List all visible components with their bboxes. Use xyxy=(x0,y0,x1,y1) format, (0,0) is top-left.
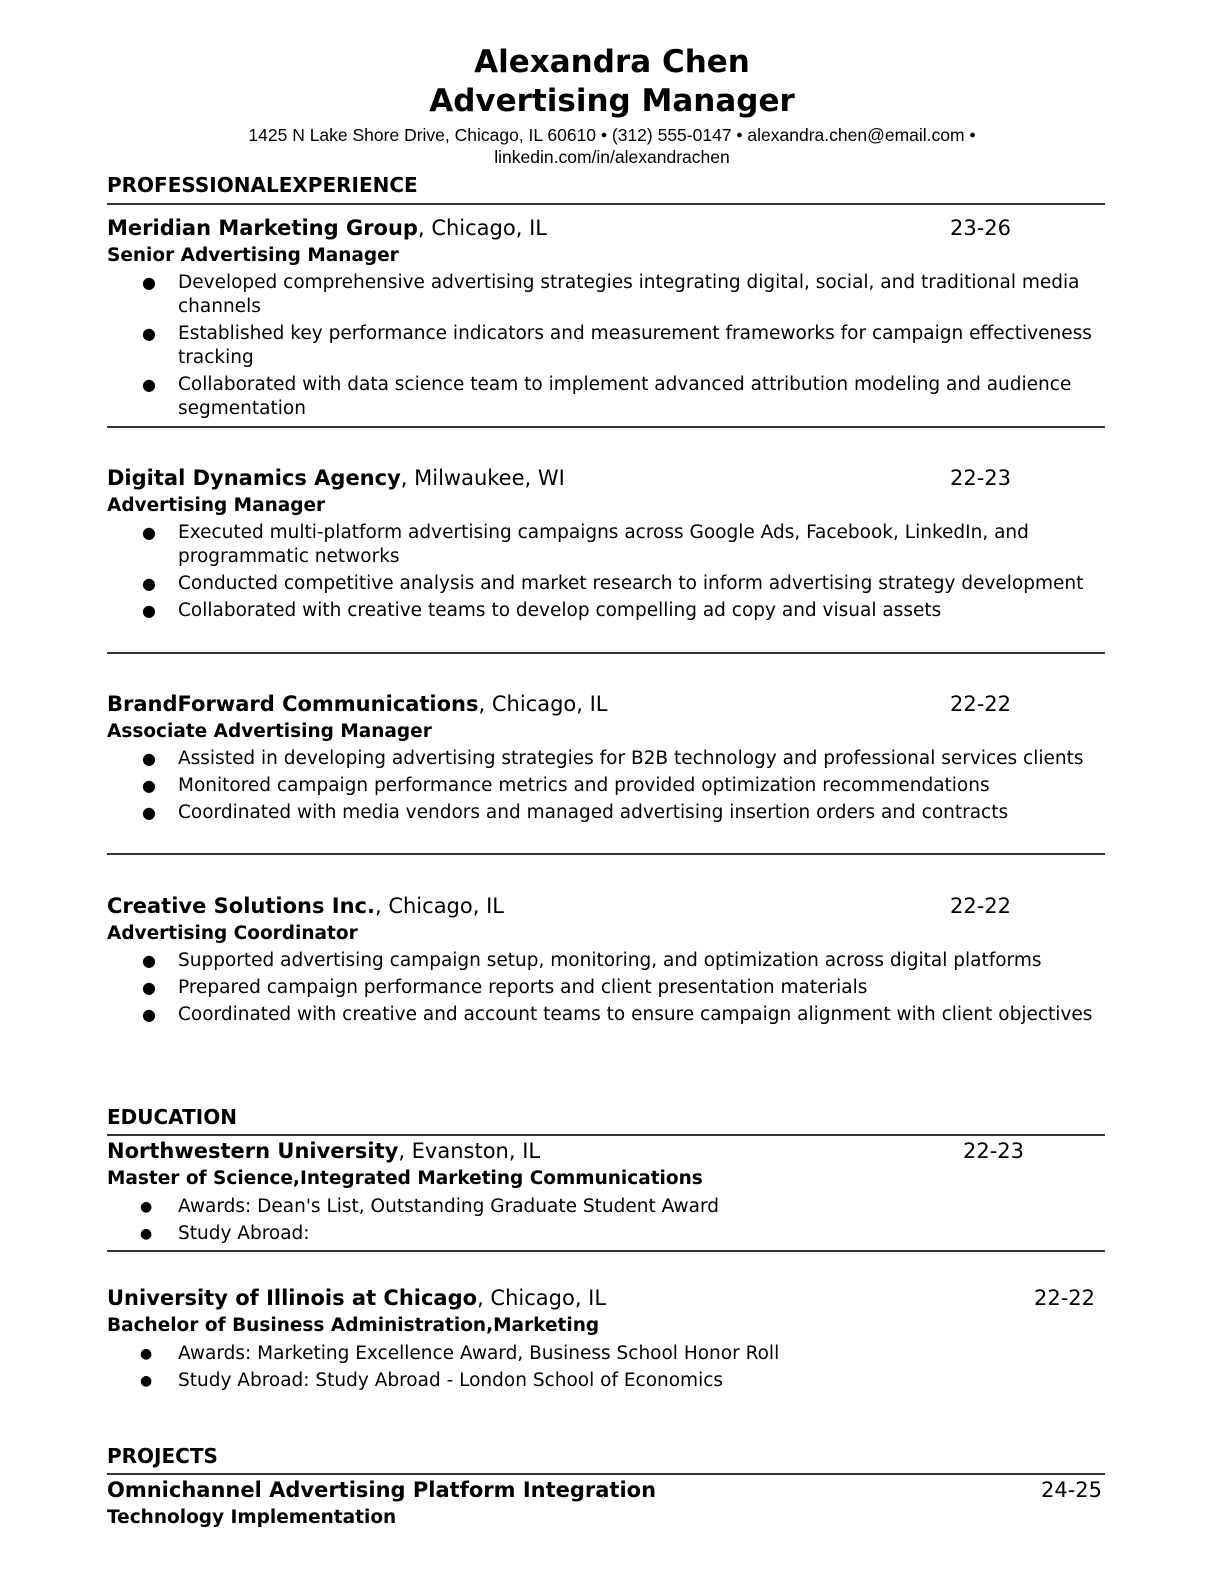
project-subtitle: Technology Implementation xyxy=(107,1507,397,1528)
entry-divider xyxy=(107,1250,1105,1252)
bullet-item: ● Conducted competitive analysis and market research to inform advertising strategy development xyxy=(142,573,1084,594)
entry-divider xyxy=(107,853,1105,855)
bullet-icon: ● xyxy=(142,574,156,593)
school-name: University of Illinois at Chicago xyxy=(107,1286,478,1310)
bullet-icon: ● xyxy=(140,1226,153,1242)
bullet-icon: ● xyxy=(140,1373,153,1389)
project-name: Omnichannel Advertising Platform Integration xyxy=(107,1478,657,1502)
bullet-item: ● Study Abroad: xyxy=(140,1223,310,1244)
bullet-icon: ● xyxy=(142,375,156,394)
bullet-item: ● Prepared campaign performance reports and client presentation materials xyxy=(142,977,868,998)
job-role: Advertising Manager xyxy=(107,495,326,516)
bullet-icon: ● xyxy=(142,1005,156,1024)
entry-divider xyxy=(107,426,1105,428)
section-divider xyxy=(107,1473,1105,1475)
bullet-item: ● Coordinated with creative and account teams to ensure campaign alignment with client objectives xyxy=(142,1004,1093,1025)
bullet-item: ● Awards: Marketing Excellence Award, Business School Honor Roll xyxy=(140,1343,780,1364)
bullet-icon: ● xyxy=(140,1199,153,1215)
bullet-item: ● Study Abroad: Study Abroad - London School of Economics xyxy=(140,1370,724,1391)
school-location: , Chicago, IL xyxy=(477,1286,607,1310)
school-location: , Evanston, IL xyxy=(398,1139,541,1163)
section-heading-experience: PROFESSIONALEXPERIENCE xyxy=(107,173,418,197)
employer-location: , Milwaukee, WI xyxy=(400,466,565,490)
education-bullets xyxy=(107,1195,1137,1249)
employer-location: , Chicago, IL xyxy=(374,894,504,918)
job-role: Associate Advertising Manager xyxy=(107,721,432,742)
education-bullets xyxy=(107,1342,1137,1396)
degree: Master of Science,Integrated Marketing Communications xyxy=(107,1168,703,1189)
education-entry-header xyxy=(107,1138,1105,1164)
bullet-item: ● Supported advertising campaign setup, monitoring, and optimization across digital platforms xyxy=(142,950,1042,971)
job-dates: 22-23 xyxy=(950,466,1012,490)
bullet-item: ● Developed comprehensive advertising strategies integrating digital, social, and traditional media channels xyxy=(142,272,1080,317)
bullet-icon: ● xyxy=(142,324,156,343)
job-dates: 22-22 xyxy=(950,894,1012,918)
bullet-icon: ● xyxy=(142,523,156,542)
job-dates: 23-26 xyxy=(950,216,1012,240)
education-dates: 22-22 xyxy=(1034,1286,1096,1310)
employer-name: Meridian Marketing Group xyxy=(107,216,418,240)
degree: Bachelor of Business Administration,Marketing xyxy=(107,1315,600,1336)
section-heading-education: EDUCATION xyxy=(107,1105,237,1129)
employer-location: , Chicago, IL xyxy=(478,692,608,716)
bullet-icon: ● xyxy=(142,749,156,768)
entry-divider xyxy=(107,652,1105,654)
employer-name: Creative Solutions Inc. xyxy=(107,894,375,918)
bullet-item: ● Executed multi-platform advertising campaigns across Google Ads, Facebook, LinkedIn, and programmatic networks xyxy=(142,522,1029,567)
bullet-icon: ● xyxy=(142,601,156,620)
bullet-item: ● Assisted in developing advertising strategies for B2B technology and professional services clients xyxy=(142,748,1084,769)
bullet-item: ● Monitored campaign performance metrics and provided optimization recommendations xyxy=(142,775,990,796)
contact-line-2: linkedin.com/in/alexandrachen xyxy=(494,147,730,167)
job-role: Senior Advertising Manager xyxy=(107,245,399,266)
school-name: Northwestern University xyxy=(107,1139,399,1163)
bullet-item: ● Established key performance indicators and measurement frameworks for campaign effectiveness tracking xyxy=(142,323,1092,368)
bullet-icon: ● xyxy=(142,776,156,795)
employer-name: Digital Dynamics Agency xyxy=(107,466,401,490)
employer-name: BrandForward Communications xyxy=(107,692,479,716)
contact-line-1: 1425 N Lake Shore Drive, Chicago, IL 60610 • (312) 555-0147 • alexandra.chen@email.com • xyxy=(248,125,976,145)
bullet-icon: ● xyxy=(142,951,156,970)
bullet-icon: ● xyxy=(142,273,156,292)
bullet-item: ● Collaborated with data science team to implement advanced attribution modeling and audience segmentation xyxy=(142,374,1072,419)
candidate-name: Alexandra Chen xyxy=(474,44,750,80)
contact-info xyxy=(0,124,1224,168)
bullet-item: ● Collaborated with creative teams to develop compelling ad copy and visual assets xyxy=(142,600,942,621)
employer-location: , Chicago, IL xyxy=(417,216,547,240)
bullet-icon: ● xyxy=(142,978,156,997)
education-dates: 22-23 xyxy=(963,1139,1025,1163)
section-divider xyxy=(107,1134,1105,1136)
section-divider xyxy=(107,203,1105,205)
bullet-item: ● Awards: Dean's List, Outstanding Graduate Student Award xyxy=(140,1196,719,1217)
job-bullets xyxy=(107,271,1137,424)
bullet-icon: ● xyxy=(140,1346,153,1362)
bullet-icon: ● xyxy=(142,803,156,822)
job-bullets xyxy=(107,521,1137,626)
job-bullets xyxy=(107,747,1137,828)
bullet-item: ● Coordinated with media vendors and managed advertising insertion orders and contracts xyxy=(142,802,1009,823)
job-bullets xyxy=(107,949,1137,1030)
candidate-title: Advertising Manager xyxy=(429,83,795,119)
job-role: Advertising Coordinator xyxy=(107,923,358,944)
education-entry-header xyxy=(107,1285,1105,1311)
project-dates: 24-25 xyxy=(1041,1478,1103,1502)
job-dates: 22-22 xyxy=(950,692,1012,716)
section-heading-projects: PROJECTS xyxy=(107,1444,218,1468)
